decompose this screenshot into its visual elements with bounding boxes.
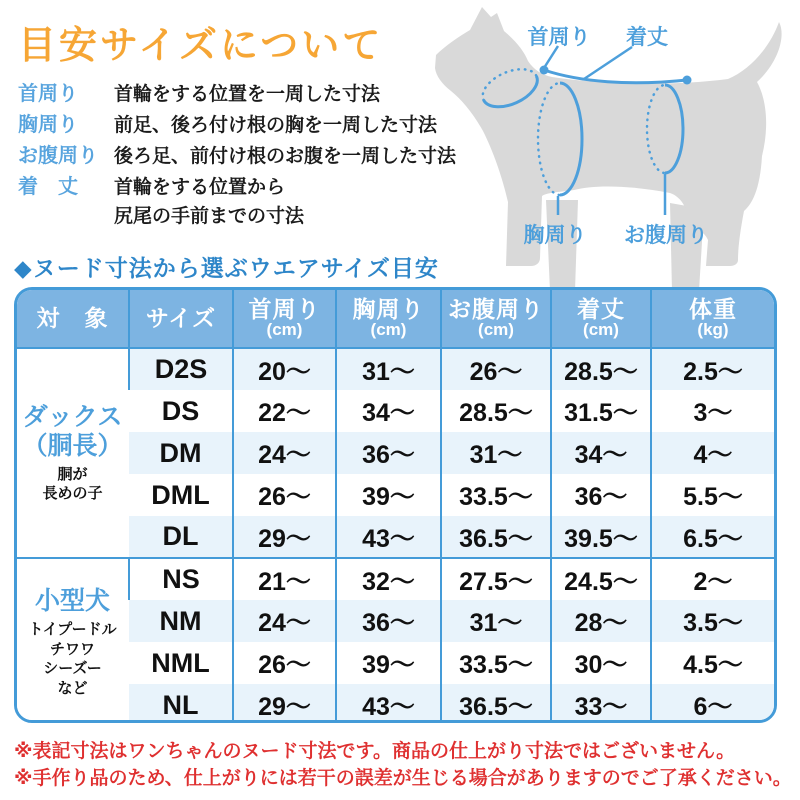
- weight-cell: 5.5〜: [651, 474, 774, 516]
- neck-cell: 20〜: [233, 348, 336, 390]
- definition-neck: [18, 80, 468, 109]
- definition-text: 首輪をする位置から 尻尾の手前までの寸法: [114, 177, 305, 227]
- group-cell-small-dog: 小型犬 トイプードル チワワ シーズー など: [17, 558, 129, 723]
- weight-cell: 2〜: [651, 558, 774, 600]
- size-cell: D2S: [129, 348, 233, 390]
- chest-cell: 32〜: [336, 558, 441, 600]
- length-cell: 36〜: [551, 474, 651, 516]
- chest-cell: 39〜: [336, 642, 441, 684]
- dog-diagram: [420, 0, 800, 295]
- group-cell-dachshund: ダックス （胴長） 胴が 長めの子: [17, 348, 129, 558]
- belly-cell: 28.5〜: [441, 390, 551, 432]
- size-cell: DML: [151, 479, 210, 510]
- measurement-definitions: [18, 80, 468, 233]
- chest-cell: 43〜: [336, 516, 441, 558]
- table-row: [17, 516, 774, 558]
- chest-cell: 39〜: [336, 474, 441, 516]
- size-cell: NS: [129, 558, 233, 600]
- diagram-label-chest: 胸周り: [523, 224, 587, 247]
- diagram-label-neck: 首周り: [527, 26, 591, 49]
- table-row: [17, 348, 774, 390]
- table-header-row: [17, 290, 774, 348]
- belly-cell: 33.5〜: [441, 474, 551, 516]
- size-cell: NM: [129, 600, 233, 642]
- neck-cell: 24〜: [233, 600, 336, 642]
- definition-belly: [18, 142, 468, 171]
- col-header-weight: 体重 (kg): [651, 290, 774, 348]
- table-row: [17, 390, 774, 432]
- length-cell: 34〜: [551, 432, 651, 474]
- neck-cell: 29〜: [233, 684, 336, 723]
- col-header-chest: 胸周り (cm): [336, 290, 441, 348]
- length-leader-line: [584, 47, 632, 79]
- length-cell: 30〜: [551, 642, 651, 684]
- definition-text: 前足、後ろ付け根の胸を一周した寸法: [114, 115, 438, 136]
- col-header-length: 着丈 (cm): [551, 290, 651, 348]
- chest-cell: 31〜: [336, 348, 441, 390]
- definition-label: 着 丈: [18, 176, 78, 198]
- definition-garment-length: [18, 173, 468, 231]
- table-row: [17, 474, 774, 516]
- col-header-size: サイズ: [129, 290, 233, 348]
- definition-chest: [18, 111, 468, 140]
- belly-cell: 31〜: [441, 432, 551, 474]
- belly-cell: 31〜: [441, 600, 551, 642]
- belly-cell: 36.5〜: [441, 684, 551, 723]
- neck-cell: 21〜: [233, 558, 336, 600]
- size-cell: NL: [129, 684, 233, 723]
- table-row: [17, 600, 774, 642]
- belly-cell: 26〜: [441, 348, 551, 390]
- weight-cell: 4.5〜: [651, 642, 774, 684]
- table-row: [17, 558, 774, 600]
- neck-cell: 22〜: [233, 390, 336, 432]
- chest-cell: 36〜: [336, 600, 441, 642]
- table-row: [17, 432, 774, 474]
- footnote-1: ※表記寸法はワンちゃんのヌード寸法です。商品の仕上がり寸法ではございません。: [14, 741, 736, 762]
- table-row: [17, 642, 774, 684]
- weight-cell: 4〜: [651, 432, 774, 474]
- neck-cell: 26〜: [233, 474, 336, 516]
- diagram-label-belly: お腹周り: [624, 224, 708, 247]
- definition-label: お腹周り: [18, 145, 98, 167]
- col-header-target: 対 象: [17, 290, 129, 348]
- chest-cell: 43〜: [336, 684, 441, 723]
- weight-cell: 6〜: [651, 684, 774, 723]
- belly-cell: 36.5〜: [441, 516, 551, 558]
- dog-diagram-svg: [420, 0, 800, 295]
- size-cell: DL: [129, 516, 233, 558]
- belly-cell: 33.5〜: [441, 642, 551, 684]
- definition-text: 後ろ足、前付け根のお腹を一周した寸法: [114, 146, 457, 167]
- size-cell: NML: [151, 647, 210, 678]
- table-row: [17, 684, 774, 723]
- length-cell: 33〜: [551, 684, 651, 723]
- size-table: [14, 287, 777, 723]
- col-header-belly: お腹周り (cm): [441, 290, 551, 348]
- chest-cell: 36〜: [336, 432, 441, 474]
- weight-cell: 2.5〜: [651, 348, 774, 390]
- neck-cell: 24〜: [233, 432, 336, 474]
- length-cell: 24.5〜: [551, 558, 651, 600]
- size-table-section-title: ◆ヌード寸法から選ぶウエアサイズ目安: [14, 255, 439, 281]
- diagram-label-length: 着丈: [626, 26, 668, 49]
- chest-cell: 34〜: [336, 390, 441, 432]
- weight-cell: 3〜: [651, 390, 774, 432]
- footnote-2: ※手作り品のため、仕上がりには若干の誤差が生じる場合がありますのでご了承ください。: [14, 768, 792, 789]
- definition-text: 首輪をする位置を一周した寸法: [114, 84, 381, 105]
- neck-cell: 26〜: [233, 642, 336, 684]
- weight-cell: 3.5〜: [651, 600, 774, 642]
- length-cell: 28〜: [551, 600, 651, 642]
- length-cell: 31.5〜: [551, 390, 651, 432]
- dog-silhouette: [435, 7, 782, 266]
- size-cell: DS: [161, 395, 200, 426]
- page-title: 目安サイズについて: [18, 25, 384, 67]
- size-table-grid: [17, 290, 774, 723]
- length-cell: 39.5〜: [551, 516, 651, 558]
- neck-cell: 29〜: [233, 516, 336, 558]
- col-header-neck: 首周り (cm): [233, 290, 336, 348]
- belly-cell: 27.5〜: [441, 558, 551, 600]
- size-cell: DM: [129, 432, 233, 474]
- length-cell: 28.5〜: [551, 348, 651, 390]
- definition-label: 胸周り: [18, 114, 78, 136]
- weight-cell: 6.5〜: [651, 516, 774, 558]
- definition-label: 首周り: [18, 83, 78, 105]
